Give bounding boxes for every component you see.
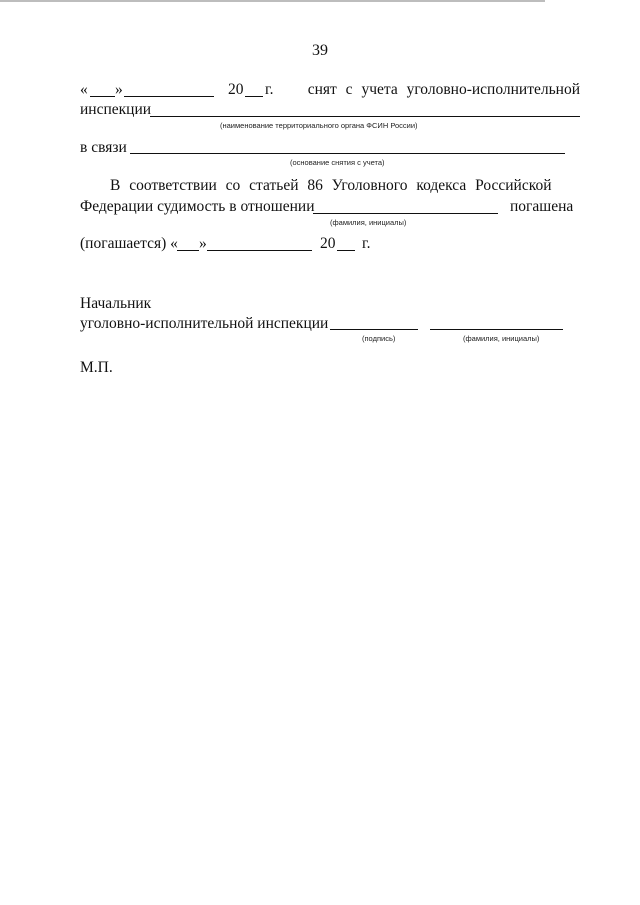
paragraph-line1: В соответствии со статьей 86 Уголовного кодекса Российской bbox=[110, 177, 552, 194]
inspection-blank bbox=[150, 116, 580, 117]
expunged-year-prefix: 20 bbox=[320, 235, 336, 252]
date-quote-close: » bbox=[115, 81, 123, 98]
inspection-label: инспекции bbox=[80, 101, 152, 118]
reason-blank bbox=[130, 153, 565, 154]
signature-name-blank bbox=[430, 329, 563, 330]
year-blank bbox=[245, 96, 263, 97]
signature-blank bbox=[330, 329, 418, 330]
signature-name-caption: (фамилия, инициалы) bbox=[463, 334, 540, 343]
expunged-year-suffix: г. bbox=[362, 235, 371, 252]
signature-title1: Начальник bbox=[80, 295, 152, 312]
conviction-name-caption: (фамилия, инициалы) bbox=[330, 218, 407, 227]
year-prefix: 20 bbox=[228, 81, 244, 98]
reason-label: в связи bbox=[80, 139, 127, 156]
paragraph-line2-suffix: погашена bbox=[510, 198, 574, 215]
removed-text: снят с учета уголовно-исполнительной bbox=[307, 81, 580, 98]
expunged-quote-close: » bbox=[199, 235, 207, 252]
month-blank bbox=[124, 96, 214, 97]
top-border bbox=[0, 0, 545, 2]
day-blank bbox=[90, 96, 115, 97]
reason-caption: (основание снятия с учета) bbox=[290, 158, 385, 167]
inspection-caption: (наименование территориального органа ФСИН России) bbox=[220, 121, 418, 130]
date-quote-open: « bbox=[80, 81, 88, 98]
expunged-year-blank bbox=[337, 250, 355, 251]
signature-title2: уголовно-исполнительной инспекции bbox=[80, 315, 329, 332]
year-suffix: г. bbox=[265, 81, 274, 98]
expunged-prefix: (погашается) « bbox=[80, 235, 178, 252]
paragraph-line2-prefix: Федерации судимость в отношении bbox=[80, 198, 315, 215]
conviction-name-blank bbox=[313, 213, 498, 214]
signature-caption: (подпись) bbox=[362, 334, 396, 343]
expunged-day-blank bbox=[177, 250, 199, 251]
expunged-month-blank bbox=[207, 250, 312, 251]
page-number: 39 bbox=[312, 42, 328, 59]
stamp-label: М.П. bbox=[80, 359, 113, 376]
